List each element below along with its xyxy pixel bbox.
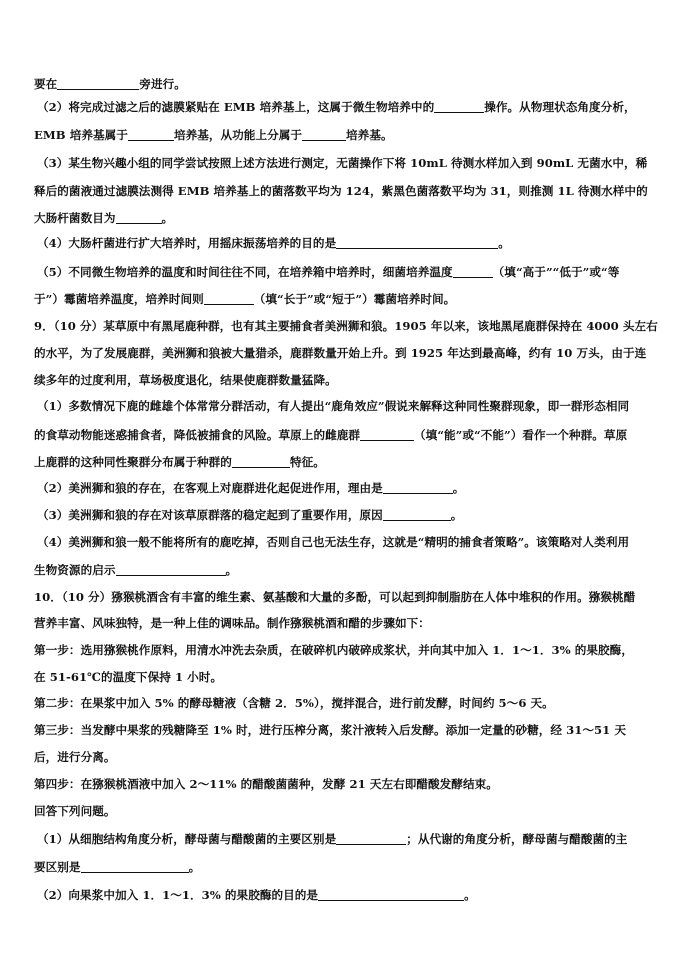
q8-part3-line [34, 183, 662, 199]
q9-stem-line [34, 345, 662, 361]
q10-part1-line [34, 859, 662, 875]
q8-part5-line [34, 291, 662, 307]
text: （2）将完成过滤之后的滤膜紧贴在 EMB 培养基上，这属于微生物培养中的 [37, 100, 435, 114]
text: 10．（10 分）猕猴桃酒含有丰富的维生素、氨基酸和大量的多酚，可以起到抑制脂肪在人体中堆积的作用。猕猴桃醋 [34, 590, 636, 604]
q9-part1-line [37, 398, 665, 414]
text: 上鹿群的这种同性聚群分布属于种群的 [34, 455, 232, 469]
text: 的水平，为了发展鹿群，美洲狮和狼被大量猎杀，鹿群数量开始上升。到 1925 年达到最高峰，约有 10 万头，由于连 [34, 346, 647, 360]
text: 要区别是 [34, 860, 81, 874]
q10-stem-line [34, 589, 662, 605]
q10-part1-line [37, 831, 665, 847]
text: 第三步：当发酵中果浆的残糖降至 1% 时，进行压榨分离，浆汁液转入后发酵。添加一定量的砂糖，经 31～51 天 [34, 723, 626, 737]
q8-part5-line [37, 264, 665, 280]
text: 大肠杆菌数目为 [34, 211, 116, 225]
text: 培养基。 [346, 128, 393, 142]
text: 。 [464, 888, 476, 902]
text: （填“能”或“不能”）看作一个种群。草原 [414, 428, 628, 442]
q9-part4-line [34, 562, 662, 578]
text: 。 [450, 508, 463, 522]
text: （3）某生物兴趣小组的同学尝试按照上述方法进行测定，无菌操作下将 10mL 待测水样加入到 90mL 无菌水中，稀 [37, 156, 648, 170]
answer-blank[interactable] [383, 481, 453, 494]
answer-blank[interactable] [360, 428, 414, 441]
text: （2）美洲狮和狼的存在，在客观上对鹿群进化起促进作用，理由是 [37, 481, 383, 495]
text: （1）多数情况下鹿的雌雄个体常常分群活动，有人提出“鹿角效应”假说来解释这种同性聚群现象，即一群形态相同 [37, 399, 630, 413]
text: 营养丰富、风味独特，是一种上佳的调味品。制作猕猴桃酒和醋的步骤如下： [34, 616, 430, 630]
text: 。 [498, 236, 510, 250]
answer-blank[interactable] [81, 860, 189, 873]
text: （4）美洲狮和狼一般不能将所有的鹿吃掉，否则自己也无法生存，这就是“精明的捕食者策略”。该策略对人类利用 [37, 535, 630, 549]
text: （4）大肠杆菌进行扩大培养时，用摇床振荡培养的目的是 [37, 236, 337, 250]
answer-blank[interactable] [453, 265, 493, 278]
q10-step3-line [34, 749, 662, 765]
q8-part3-line [37, 155, 665, 171]
text: 第一步：选用猕猴桃作原料，用清水冲洗去杂质，在破碎机内破碎成浆状，并向其中加入 1．1～1．3% 的果胶酶， [34, 643, 633, 657]
text: （填“高于”“低于”或“等 [492, 265, 620, 279]
text: 操作。从物理状态角度分析， [484, 100, 636, 114]
text: 续多年的过度利用，草场极度退化，结果使鹿群数量猛降。 [34, 373, 337, 387]
text: （5）不同微生物培养的温度和时间往往不同，在培养箱中培养时，细菌培养温度 [37, 265, 453, 279]
text: 的食草动物能迷惑捕食者，降低被捕食的风险。草原上的雌鹿群 [34, 428, 361, 442]
q10-step3-line [34, 722, 662, 738]
q9-part1-line [34, 454, 662, 470]
text: 。 [188, 860, 201, 874]
text: 。 [452, 481, 465, 495]
q10-step4-line [34, 776, 662, 792]
q10-step2-line [34, 695, 662, 711]
q8-text-line [34, 76, 662, 92]
answer-blank[interactable] [336, 236, 498, 249]
q9-stem-line [34, 372, 662, 388]
answer-blank[interactable] [57, 77, 139, 90]
text: （填“长于”或“短于”）霉菌培养时间。 [253, 292, 456, 306]
q8-part2-line [34, 127, 662, 143]
text: 第二步：在果浆中加入 5% 的酵母糖液（含糖 2．5%），搅拌混合，进行前发酵，时间约 5～6 天。 [34, 696, 554, 710]
text: 旁进行。 [139, 77, 186, 91]
answer-blank[interactable] [116, 563, 226, 576]
q9-part3-line [37, 507, 665, 523]
text: （3）美洲狮和狼的存在对该草原群落的稳定起到了重要作用，原因 [37, 508, 383, 522]
text: ；从代谢的角度分析，酵母菌与醋酸菌的主 [406, 832, 628, 846]
answer-blank[interactable] [434, 100, 484, 113]
text: 后，进行分离。 [34, 750, 116, 764]
text: 于”）霉菌培养温度，培养时间则 [34, 292, 204, 306]
text: EMB 培养基属于 [34, 128, 128, 142]
answer-blank[interactable] [204, 292, 254, 305]
q9-part2-line [37, 480, 665, 496]
text: 释后的菌液通过滤膜法测得 EMB 培养基上的菌落数平均为 124，紫黑色菌落数平均为 31，则推测 1L 待测水样中的 [34, 184, 648, 198]
answer-blank[interactable] [318, 888, 464, 901]
q9-part4-line [37, 534, 665, 550]
q8-part3-line [34, 210, 662, 226]
q10-part2-line [37, 887, 665, 903]
text: 。 [225, 563, 238, 577]
q10-stem-line [34, 615, 662, 631]
q8-part2-line [37, 99, 665, 115]
text: （2）向果浆中加入 1．1～1．3% 的果胶酶的目的是 [37, 888, 319, 902]
answer-blank[interactable] [302, 128, 346, 141]
text: 回答下列问题。 [34, 804, 116, 818]
text: （1）从细胞结构角度分析，酵母菌与醋酸菌的主要区别是 [37, 832, 337, 846]
text: 9．（10 分）某草原中有黑尾鹿种群，也有其主要捕食者美洲狮和狼。1905 年以来，该地黑尾鹿群保持在 4000 头左右 [34, 319, 658, 333]
answer-blank[interactable] [128, 128, 174, 141]
text: 在 51-61℃的温度下保持 1 小时。 [34, 670, 223, 684]
text: 培养基，从功能上分属于 [173, 128, 303, 142]
text: 特征。 [289, 455, 325, 469]
q10-step1-line [34, 669, 662, 685]
answer-blank[interactable] [116, 211, 162, 224]
answer-blank[interactable] [383, 508, 451, 521]
q9-part1-line [34, 427, 662, 443]
text: 第四步：在猕猴桃酒液中加入 2～11% 的醋酸菌菌种，发酵 21 天左右即醋酸发酵结束。 [34, 777, 498, 791]
text: 。 [161, 211, 174, 225]
q8-part4-line [37, 235, 665, 251]
q10-prompt-line [34, 803, 662, 819]
q10-step1-line [34, 642, 662, 658]
text: 生物资源的启示 [34, 563, 116, 577]
answer-blank[interactable] [232, 455, 290, 468]
text: 要在 [34, 77, 58, 91]
q9-stem-line [34, 318, 662, 334]
answer-blank[interactable] [336, 832, 406, 845]
